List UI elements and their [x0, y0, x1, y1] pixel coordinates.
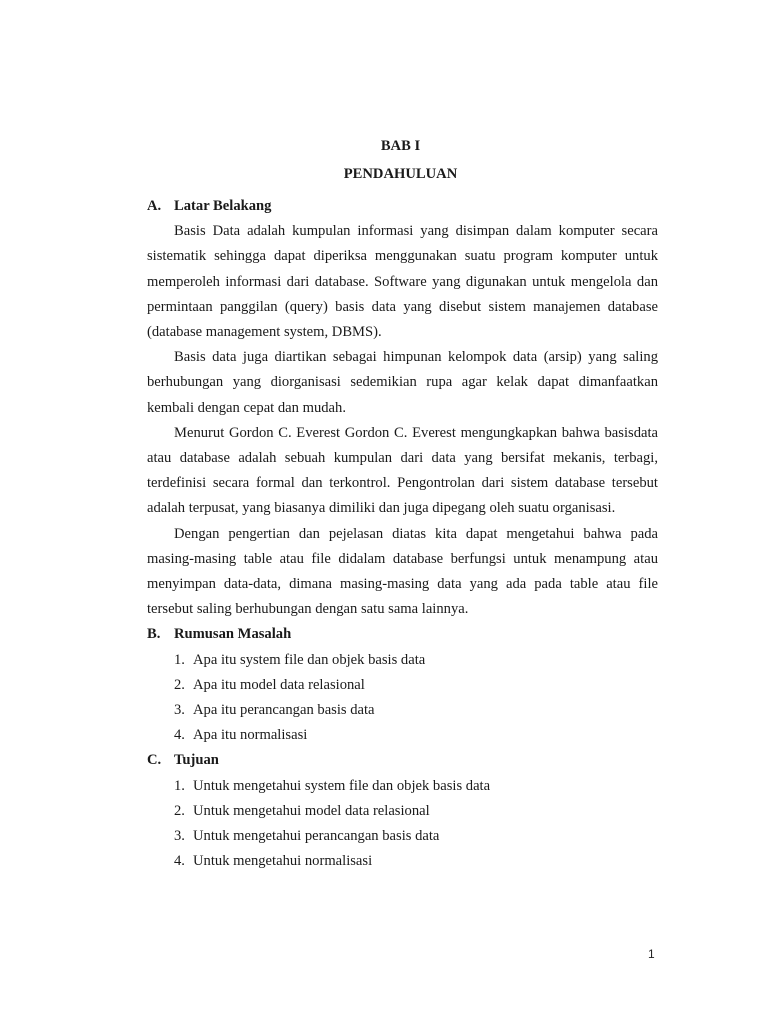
- list-text: Apa itu normalisasi: [193, 727, 308, 744]
- chapter-title: PENDAHULUAN: [343, 166, 458, 182]
- section-rumusan-masalah: [147, 622, 658, 748]
- section-letter: B.: [147, 626, 161, 643]
- section-latar-belakang: [147, 194, 658, 622]
- section-heading: [147, 622, 658, 647]
- list-number: 4.: [174, 727, 185, 744]
- list-item: [174, 849, 658, 874]
- list-number: 2.: [174, 676, 185, 693]
- list-number: 1.: [174, 777, 185, 794]
- list-text: Untuk mengetahui perancangan basis data: [193, 828, 440, 845]
- section-heading: [147, 748, 658, 773]
- list-number: 3.: [174, 828, 185, 845]
- section-heading: [147, 194, 658, 219]
- list-text: Apa itu model data relasional: [193, 676, 365, 693]
- chapter-number: BAB I: [380, 138, 421, 154]
- list-item: [174, 774, 658, 799]
- list-number: 3.: [174, 702, 185, 719]
- list-item: [174, 824, 658, 849]
- numbered-list: [147, 648, 658, 749]
- list-text: Apa itu system file dan objek basis data: [193, 651, 426, 668]
- paragraph: Dengan pengertian dan pejelasan diatas kita dapat mengetahui bahwa pada masing-masing table atau file didalam database berfungsi untuk menampung atau menyimpan data-data, dimana masing-masing data yang ada pada table atau file tersebut saling berhubungan dengan satu sama lainnya.: [147, 525, 658, 618]
- list-item: [174, 698, 658, 723]
- page-number: 1: [648, 947, 655, 961]
- list-number: 1.: [174, 651, 185, 668]
- paragraph: Basis Data adalah kumpulan informasi yang disimpan dalam komputer secara sistematik sehingga dapat diperiksa menggunakan suatu program komputer untuk memperoleh informasi dari database. Software yang digunakan untuk mengelola dan permintaan panggilan (query) basis data yang disebut sistem manajemen database (database management system, DBMS).: [147, 223, 658, 341]
- section-title: Tujuan: [174, 752, 219, 769]
- list-item: [174, 723, 658, 748]
- section-letter: A.: [147, 198, 162, 214]
- list-text: Apa itu perancangan basis data: [193, 702, 375, 719]
- section-title: Rumusan Masalah: [174, 626, 292, 643]
- list-item: [174, 799, 658, 824]
- document-body: [147, 194, 658, 874]
- section-tujuan: [147, 748, 658, 874]
- list-item: [174, 673, 658, 698]
- list-text: Untuk mengetahui normalisasi: [193, 853, 373, 870]
- list-text: Untuk mengetahui model data relasional: [193, 802, 430, 819]
- list-item: [174, 648, 658, 673]
- list-number: 2.: [174, 802, 185, 819]
- paragraph: Basis data juga diartikan sebagai himpunan kelompok data (arsip) yang saling berhubungan yang diorganisasi sedemikian rupa agar kelak dapat dimanfaatkan kembali dengan cepat dan mudah.: [147, 349, 658, 416]
- paragraph: Menurut Gordon C. Everest Gordon C. Everest mengungkapkan bahwa basisdata atau database adalah sebuah kumpulan dari data yang bersifat mekanis, terbagi, terdefinisi secara formal dan terkontrol. Pengontrolan dari sistem database tersebut adalah terpusat, yang biasanya dimiliki dan juga dipegang oleh suatu organisasi.: [147, 424, 658, 517]
- numbered-list: [147, 774, 658, 875]
- section-title: Latar Belakang: [174, 198, 272, 214]
- section-letter: C.: [147, 752, 162, 769]
- list-text: Untuk mengetahui system file dan objek basis data: [193, 777, 491, 794]
- list-number: 4.: [174, 853, 185, 870]
